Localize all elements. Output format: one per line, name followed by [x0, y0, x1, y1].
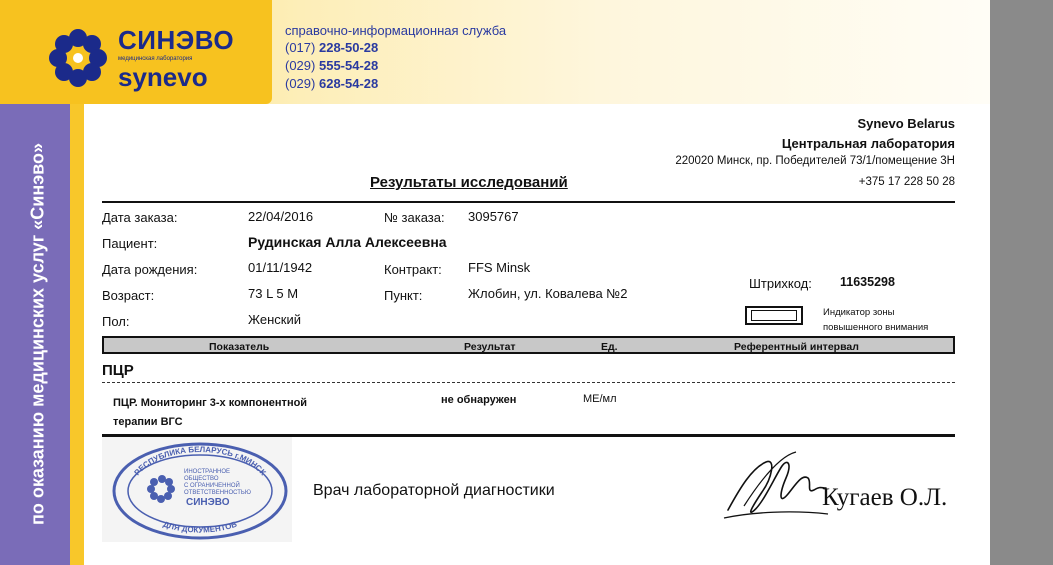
lab-name: Synevo Belarus: [857, 116, 955, 131]
stamp-line-4: ОТВЕТСТВЕННОСТЬЮ: [184, 490, 251, 496]
patient-label: Пациент:: [102, 236, 158, 251]
signature-icon: [722, 448, 830, 526]
sex-value: Женский: [248, 312, 301, 327]
order-number-label: № заказа:: [384, 210, 445, 225]
service-phone-3: (029) 628-54-28: [285, 76, 379, 91]
order-date-label: Дата заказа:: [102, 210, 178, 225]
logo-block: [0, 0, 272, 104]
column-header-indicator: Показатель: [209, 341, 270, 353]
lab-subdivision: Центральная лаборатория: [781, 136, 955, 151]
service-caption: справочно-информационная служба: [285, 23, 507, 38]
synevo-flower-logo-icon: [46, 26, 110, 90]
test-name: ПЦР. Мониторинг 3-х компонентной терапии ВГС: [113, 397, 308, 428]
sex-label: Пол:: [102, 314, 130, 329]
order-number-value: 3095767: [468, 209, 519, 224]
svg-text:ДЛЯ ДОКУМЕНТОВ: [162, 520, 238, 535]
side-banner-accent: [70, 104, 84, 565]
section-title: ПЦР: [102, 362, 134, 379]
patient-name: Рудинская Алла Алексеевна: [248, 234, 447, 250]
test-result: не обнаружен: [441, 394, 517, 406]
divider-top: [102, 201, 955, 203]
right-margin-gray: [990, 0, 1053, 565]
stamp-line-2: ОБЩЕСТВО: [184, 476, 219, 482]
column-header-unit: Ед.: [601, 341, 618, 353]
dob-label: Дата рождения:: [102, 262, 198, 277]
stamp-bottom-text: ДЛЯ ДОКУМЕНТОВ: [161, 519, 239, 535]
contract-value: FFS Minsk: [468, 260, 531, 275]
column-header-result: Результат: [464, 341, 516, 353]
attention-indicator-caption: Индикатор зоны повышенного внимания: [823, 307, 929, 333]
service-phone-1: (017) 228-50-28: [285, 40, 379, 55]
contract-label: Контракт:: [384, 262, 442, 277]
point-label: Пункт:: [384, 288, 423, 303]
attention-indicator-box: [745, 306, 803, 325]
age-value: 73 L 5 M: [248, 286, 299, 301]
stamp-seal-icon: [102, 437, 292, 542]
barcode-label: Штрихкод:: [749, 276, 812, 291]
logo-name-cyrillic: СИНЭВО: [118, 25, 235, 55]
logo-subtitle: медицинская лаборатория: [118, 56, 193, 62]
lab-address: 220020 Минск, пр. Победителей 73/1/помещение 3Н: [675, 155, 955, 167]
stamp-company: СИНЭВО: [186, 497, 230, 508]
logo-name-latin: synevo: [118, 62, 208, 92]
age-label: Возраст:: [102, 288, 155, 303]
test-unit: МЕ/мл: [583, 393, 617, 405]
results-table-header: [102, 336, 955, 354]
stamp-line-1: ИНОСТРАННОЕ: [184, 469, 231, 475]
lab-phone: +375 17 228 50 28: [858, 176, 955, 188]
service-phone-2: (029) 555-54-28: [285, 58, 379, 73]
doctor-name: Кугаев О.Л.: [822, 484, 948, 511]
stamp-top-text: РЕСПУБЛИКА БЕЛАРУСЬ г.МИНСК: [132, 444, 268, 478]
official-stamp: [102, 437, 292, 542]
barcode-value: 11635298: [840, 275, 895, 289]
stamp-line-3: С ОГРАНИЧЕННОЙ: [184, 483, 240, 489]
column-header-reference: Референтный интервал: [734, 341, 859, 353]
doctor-title: Врач лабораторной диагностики: [313, 482, 555, 499]
dob-value: 01/11/1942: [248, 260, 313, 275]
section-divider: [102, 382, 955, 383]
document-title: Результаты исследований: [370, 174, 568, 191]
point-value: Жлобин, ул. Ковалева №2: [468, 286, 628, 301]
order-date-value: 22/04/2016: [248, 209, 314, 224]
side-banner-text: по оказанию медицинских услуг «Синэво»: [27, 142, 48, 526]
